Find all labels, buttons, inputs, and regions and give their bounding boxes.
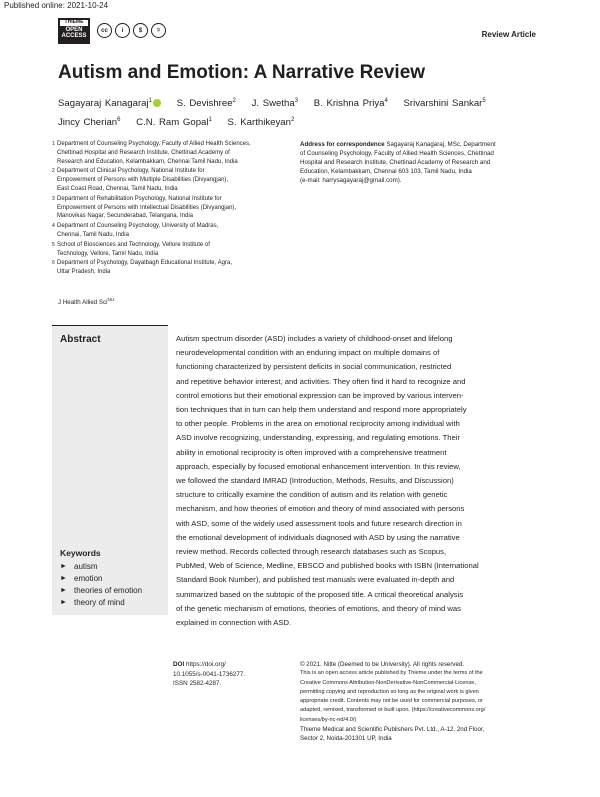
license-link[interactable]: adapted, remixed, transformed or built upon. (https://creativecommons.org/ <box>300 707 486 714</box>
noderivatives-icon: = <box>151 23 166 38</box>
article-title: Autism and Emotion: A Narrative Review <box>58 62 426 83</box>
bullet-icon: ► <box>60 599 67 606</box>
keyword-item[interactable]: ► emotion <box>60 574 103 583</box>
logo-open: OPEN <box>65 26 83 33</box>
correspondence-address: Address for correspondence Sagayaraj Kanagaraj, MSc, Department of Counseling Psychology, Faculty of Allied Health Sciences, Chettinad Hospital and Research Institute, Chettinad Academy of Research and Education, Kelambakkam, Chennai 603 103, Tamil Nadu, India (e-mail: harrysagayaraj@gmail.com). <box>300 140 540 185</box>
author[interactable]: Jincy Cherian$^6$ <box>58 117 121 129</box>
correspondence-label: Address for correspondence <box>300 141 385 148</box>
abstract-heading: Abstract <box>60 334 101 345</box>
abstract-body: Autism spectrum disorder (ASD) includes a variety of childhood-onset and lifelong neurodevelopmental condition with an enduring impact on multiple domains of functioning characterized by persistent deficits in social communication, restricted and repetitive behavior interest, and activities. They often find it hard to recognize and control emotions but their emotional expression can be improved by various interven- tion techniques that in turn can help them understand and respond more appropriately to other people. Problems in the area on emotional reciprocity among individual with ASD involve recognizing, understanding, expressing, and regulating emotions. Their ability in emotional reciprocity is often improved with a comprehensive treatment approach, especially by focused emotional enhancement intervention. In this review, we followed the standard IMRAD (Introduction, Methods, Results, and Discussion) structure to critically examine the condition of autism and its relation with genetic mechanism, and how theories of emotion and theory of mind associated with persons with ASD, some of the widely used assessment tools and future research direction in the emotional development of individuals diagnosed with ASD by using the narrative review method. Records collected through research databases such as Scopus, PubMed, Web of Science, Medline, EBSCO and published books with ISBN (International Standard Book Number), and published test manuals were evaluated in-depth and summarized based on the subtopic of the proposed title. A critical theoretical analysis of the genetic mechanism of emotions, theories of emotions, and theory of mind was explained in connection with ASD. <box>176 334 479 628</box>
license-icons <box>97 23 166 38</box>
license-block <box>300 660 550 744</box>
issn: ISSN 2582-4287. <box>173 680 222 687</box>
copyright-line: © 2021. Nitte (Deemed to be University). All rights reserved. <box>300 661 465 668</box>
doi-label: DOI <box>173 661 185 668</box>
published-online-date: Published online: 2021-10-24 <box>4 1 109 10</box>
article-type-label: Review Article <box>481 30 536 39</box>
author[interactable]: Srivarshini Sankar$^5$ <box>403 98 486 110</box>
author[interactable]: S. Devishree$^2$ <box>176 98 236 110</box>
affiliation-item: 2 Department of Clinical Psychology, National Institute for Empowerment of Persons with Multiple Disabilities (Divyangjan), East Coast Road, Chennai, Tamil Nadu, India <box>52 168 229 192</box>
doi-link[interactable]: https://doi.org/ <box>185 661 226 668</box>
journal-citation: J Health Allied Sci$^{NU}$ <box>58 297 115 307</box>
cc-icon: cc <box>97 23 112 38</box>
bullet-icon: ► <box>60 587 67 594</box>
keyword-item[interactable]: ► theory of mind <box>60 598 125 607</box>
author[interactable]: J. Swetha$^3$ <box>251 98 299 110</box>
author[interactable]: Sagayaraj Kanagaraj$^1$ <box>58 98 161 109</box>
affiliation-item: 6 Department of Psychology, Dayalbagh Educational Institute, Agra, Uttar Pradesh, India <box>52 260 232 276</box>
publisher-address: Thieme Medical and Scientific Publishers Pvt. Ltd., A-12, 2nd Floor, Sector 2, Noida-201301 UP, India <box>300 726 485 743</box>
keyword-item[interactable]: ► autism <box>60 562 98 571</box>
doi-link[interactable]: 10.1055/s-0041-1736277. <box>173 670 246 678</box>
license-body: This is an open access article published by Thieme under the terms of the Creative Commons Attribution-NonDerivative-NonCommercial-License, permitting copying and reproduction so long as the original work is given appropriate credit. Contents may not be used for commercial purposes, or adapted, remixed, transformed or built upon. (https://creativecommons.org/ licenses/by-nc-nd/4.0/) <box>300 669 550 725</box>
author-list <box>58 93 538 131</box>
affiliation-item: 1 Department of Counseling Psychology, Faculty of Allied Health Sciences, Chettinad Hospital and Research Institute, Chettinad Academy of Research and Education, Kelambakkam, Chennai Tamil Nadu, India <box>52 141 251 165</box>
thieme-open-access-logo <box>58 18 90 44</box>
affiliation-item: 3 Department of Rehabilitation Psychology, National Institute for Empowerment of Persons with Intellectual Disabilities (Divyangjan), Manovikas Nagar, Secunderabad, Telangana, India <box>52 195 237 220</box>
author[interactable]: S. Karthikeyan$^2$ <box>227 117 295 129</box>
by-icon: i <box>115 23 130 38</box>
affiliation-item: 5 School of Biosciences and Technology, Vellore Institute of Technology, Vellore, Tamil Nadu, India <box>52 241 210 257</box>
noncommercial-icon: $ <box>133 23 148 38</box>
keyword-item[interactable]: ► theories of emotion <box>60 586 143 595</box>
bullet-icon: ► <box>60 575 67 582</box>
orcid-icon[interactable] <box>153 99 161 107</box>
bullet-icon: ► <box>60 563 67 570</box>
keywords-heading: Keywords <box>60 548 101 558</box>
affiliations <box>52 140 292 278</box>
license-link[interactable]: licenses/by-nc-nd/4.0/) <box>300 716 357 723</box>
logo-publisher: THIEME <box>60 20 88 26</box>
doi-block <box>173 660 245 689</box>
logo-access: ACCESS <box>61 33 87 39</box>
author[interactable]: C.N. Ram Gopal$^1$ <box>136 117 212 129</box>
correspondence-email[interactable]: (e-mail: harrysagayaraj@gmail.com). <box>300 177 402 184</box>
affiliation-item: 4 Department of Counseling Psychology, University of Madras, Chennai, Tamil Nadu, India <box>52 223 219 238</box>
keywords-list <box>60 547 142 609</box>
author[interactable]: B. Krishna Priya$^4$ <box>313 98 388 110</box>
